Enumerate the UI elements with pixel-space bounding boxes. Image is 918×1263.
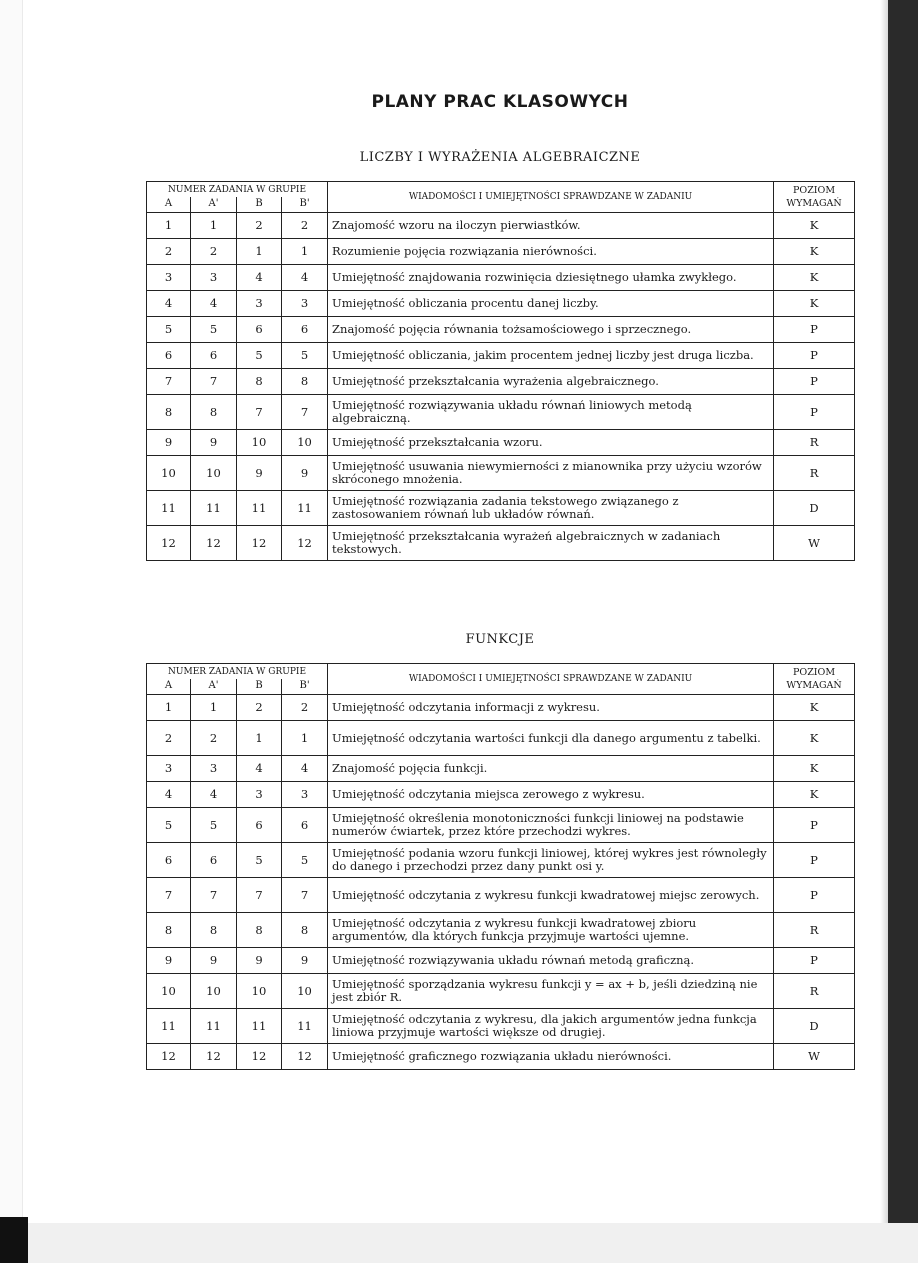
table-row <box>147 491 855 526</box>
cell-group-a: 1 <box>147 213 191 239</box>
plan-table-functions <box>146 663 855 1070</box>
cell-level: K <box>774 695 855 721</box>
cell-description: Umiejętność przekształcania wyrażenia algebraicznego. <box>328 369 774 395</box>
cell-group-b-prime: 12 <box>282 1044 328 1070</box>
cell-group-b-prime: 9 <box>282 948 328 974</box>
cell-group-b: 1 <box>237 721 282 756</box>
table-row <box>147 213 855 239</box>
cell-group-a-prime: 1 <box>191 695 237 721</box>
cell-level: W <box>774 1044 855 1070</box>
cell-group-a: 12 <box>147 1044 191 1070</box>
header-description: WIADOMOŚCI I UMIEJĘTNOŚCI SPRAWDZANE W ZADANIU <box>328 182 774 213</box>
cell-level: K <box>774 213 855 239</box>
cell-group-a: 9 <box>147 430 191 456</box>
cell-group-a: 3 <box>147 756 191 782</box>
cell-group-b: 5 <box>237 343 282 369</box>
table-row <box>147 239 855 265</box>
cell-level: K <box>774 756 855 782</box>
cell-group-b-prime: 6 <box>282 317 328 343</box>
cell-level: K <box>774 721 855 756</box>
cell-level: P <box>774 317 855 343</box>
cell-description: Znajomość pojęcia funkcji. <box>328 756 774 782</box>
header-group-label: NUMER ZADANIA W GRUPIE <box>147 182 328 198</box>
table-row <box>147 291 855 317</box>
header-level: POZIOM WYMAGAŃ <box>774 664 855 695</box>
cell-group-b: 6 <box>237 808 282 843</box>
table-row <box>147 1009 855 1044</box>
table-row <box>147 721 855 756</box>
cell-group-a-prime: 12 <box>191 1044 237 1070</box>
cell-level: R <box>774 456 855 491</box>
cell-group-a: 2 <box>147 721 191 756</box>
cell-group-a-prime: 9 <box>191 948 237 974</box>
cell-description: Znajomość wzoru na iloczyn pierwiastków. <box>328 213 774 239</box>
cell-group-b: 9 <box>237 456 282 491</box>
cell-level: P <box>774 878 855 913</box>
table-row <box>147 456 855 491</box>
cell-level: K <box>774 782 855 808</box>
table-body <box>147 695 855 1070</box>
cell-level: R <box>774 974 855 1009</box>
cell-group-a-prime: 5 <box>191 808 237 843</box>
header-group-a: A <box>147 197 191 213</box>
cell-group-a: 8 <box>147 913 191 948</box>
cell-group-b-prime: 2 <box>282 213 328 239</box>
cell-description: Umiejętność obliczania, jakim procentem jednej liczby jest druga liczba. <box>328 343 774 369</box>
cell-group-a-prime: 9 <box>191 430 237 456</box>
cell-group-a: 2 <box>147 239 191 265</box>
cell-level: D <box>774 1009 855 1044</box>
cell-description: Umiejętność odczytania wartości funkcji dla danego argumentu z tabelki. <box>328 721 774 756</box>
header-group-a-prime: A' <box>191 197 237 213</box>
cell-group-b: 4 <box>237 756 282 782</box>
header-group-b-prime: B' <box>282 679 328 695</box>
cell-group-a: 9 <box>147 948 191 974</box>
cell-group-a: 11 <box>147 1009 191 1044</box>
table-row <box>147 430 855 456</box>
cell-group-b: 2 <box>237 213 282 239</box>
cell-description: Umiejętność podania wzoru funkcji liniowej, której wykres jest równoległy do danego i przechodzi przez dany punkt osi y. <box>328 843 774 878</box>
cell-description: Umiejętność rozwiązania zadania tekstowego związanego z zastosowaniem równań lub układów równań. <box>328 491 774 526</box>
cell-group-b-prime: 10 <box>282 974 328 1009</box>
table-row <box>147 782 855 808</box>
header-level: POZIOM WYMAGAŃ <box>774 182 855 213</box>
cell-group-b-prime: 2 <box>282 695 328 721</box>
cell-group-a: 10 <box>147 456 191 491</box>
cell-group-a: 8 <box>147 395 191 430</box>
cell-group-a-prime: 8 <box>191 395 237 430</box>
cell-group-a-prime: 8 <box>191 913 237 948</box>
table-row <box>147 265 855 291</box>
cell-group-b: 8 <box>237 913 282 948</box>
cell-level: P <box>774 808 855 843</box>
cell-group-b-prime: 8 <box>282 913 328 948</box>
cell-group-a: 5 <box>147 808 191 843</box>
cell-description: Umiejętność odczytania miejsca zerowego z wykresu. <box>328 782 774 808</box>
cell-group-a: 7 <box>147 369 191 395</box>
cell-description: Umiejętność odczytania z wykresu funkcji kwadratowej miejsc zerowych. <box>328 878 774 913</box>
cell-description: Umiejętność rozwiązywania układu równań metodą graficzną. <box>328 948 774 974</box>
cell-group-b: 11 <box>237 491 282 526</box>
cell-group-a-prime: 7 <box>191 369 237 395</box>
cell-level: P <box>774 395 855 430</box>
cell-group-a: 11 <box>147 491 191 526</box>
cell-group-b: 10 <box>237 974 282 1009</box>
cell-group-a: 5 <box>147 317 191 343</box>
cell-description: Umiejętność określenia monotoniczności funkcji liniowej na podstawie numerów ćwiartek, przez które przechodzi wykres. <box>328 808 774 843</box>
section-title-functions: FUNKCJE <box>465 632 535 647</box>
cell-group-b: 3 <box>237 291 282 317</box>
cell-group-b-prime: 4 <box>282 265 328 291</box>
table-row <box>147 1044 855 1070</box>
cell-group-a-prime: 7 <box>191 878 237 913</box>
cell-group-b-prime: 7 <box>282 395 328 430</box>
cell-group-a: 10 <box>147 974 191 1009</box>
cell-group-a-prime: 3 <box>191 756 237 782</box>
cell-description: Umiejętność sporządzania wykresu funkcji y = ax + b, jeśli dziedziną nie jest zbiór R. <box>328 974 774 1009</box>
cell-group-b-prime: 11 <box>282 1009 328 1044</box>
cell-group-a-prime: 6 <box>191 343 237 369</box>
cell-level: P <box>774 369 855 395</box>
cell-group-b: 12 <box>237 1044 282 1070</box>
header-group-b: B <box>237 679 282 695</box>
cell-level: P <box>774 343 855 369</box>
cell-group-b: 3 <box>237 782 282 808</box>
cell-group-a-prime: 4 <box>191 291 237 317</box>
cell-level: P <box>774 843 855 878</box>
cell-group-b-prime: 3 <box>282 782 328 808</box>
cell-level: D <box>774 491 855 526</box>
cell-group-b-prime: 5 <box>282 843 328 878</box>
cell-description: Rozumienie pojęcia rozwiązania nierówności. <box>328 239 774 265</box>
cell-group-b-prime: 12 <box>282 526 328 561</box>
cell-description: Umiejętność przekształcania wzoru. <box>328 430 774 456</box>
cell-group-a-prime: 6 <box>191 843 237 878</box>
table-row <box>147 695 855 721</box>
cell-group-b: 2 <box>237 695 282 721</box>
table-row <box>147 526 855 561</box>
cell-group-a: 12 <box>147 526 191 561</box>
table-row <box>147 808 855 843</box>
cell-description: Umiejętność odczytania informacji z wykresu. <box>328 695 774 721</box>
cell-group-b: 7 <box>237 878 282 913</box>
cell-description: Umiejętność rozwiązywania układu równań liniowych metodą algebraiczną. <box>328 395 774 430</box>
cell-group-a: 4 <box>147 291 191 317</box>
table-row <box>147 878 855 913</box>
cell-group-a-prime: 5 <box>191 317 237 343</box>
cell-group-b: 12 <box>237 526 282 561</box>
cell-description: Umiejętność przekształcania wyrażeń algebraicznych w zadaniach tekstowych. <box>328 526 774 561</box>
table-row <box>147 395 855 430</box>
cell-group-a-prime: 11 <box>191 491 237 526</box>
cell-group-b: 1 <box>237 239 282 265</box>
table-body <box>147 213 855 561</box>
cell-group-b: 8 <box>237 369 282 395</box>
table-row <box>147 913 855 948</box>
cell-group-b: 4 <box>237 265 282 291</box>
cell-group-b-prime: 5 <box>282 343 328 369</box>
cell-group-b-prime: 7 <box>282 878 328 913</box>
page-title: PLANY PRAC KLASOWYCH <box>371 92 629 112</box>
cell-group-a: 3 <box>147 265 191 291</box>
table-row <box>147 974 855 1009</box>
table-row <box>147 948 855 974</box>
cell-description: Umiejętność znajdowania rozwinięcia dziesiętnego ułamka zwykłego. <box>328 265 774 291</box>
cell-group-a-prime: 2 <box>191 721 237 756</box>
cell-level: W <box>774 526 855 561</box>
header-group-a-prime: A' <box>191 679 237 695</box>
cell-group-b-prime: 1 <box>282 721 328 756</box>
cell-group-b-prime: 4 <box>282 756 328 782</box>
scan-bottom-edge <box>0 1223 918 1263</box>
header-group-b-prime: B' <box>282 197 328 213</box>
cell-group-a-prime: 1 <box>191 213 237 239</box>
cell-group-b-prime: 1 <box>282 239 328 265</box>
cell-description: Umiejętność usuwania niewymierności z mianownika przy użyciu wzorów skróconego mnożenia. <box>328 456 774 491</box>
cell-group-a-prime: 11 <box>191 1009 237 1044</box>
cell-level: K <box>774 239 855 265</box>
cell-group-b-prime: 6 <box>282 808 328 843</box>
cell-group-b: 7 <box>237 395 282 430</box>
cell-description: Umiejętność graficznego rozwiązania układu nierówności. <box>328 1044 774 1070</box>
table-row <box>147 343 855 369</box>
cell-description: Umiejętność obliczania procentu danej liczby. <box>328 291 774 317</box>
cell-group-b-prime: 3 <box>282 291 328 317</box>
cell-description: Umiejętność odczytania z wykresu funkcji kwadratowej zbioru argumentów, dla których funkcja przyjmuje wartości ujemne. <box>328 913 774 948</box>
cell-group-a-prime: 2 <box>191 239 237 265</box>
cell-group-b-prime: 9 <box>282 456 328 491</box>
cell-group-a: 1 <box>147 695 191 721</box>
cell-group-b-prime: 10 <box>282 430 328 456</box>
cell-group-b-prime: 8 <box>282 369 328 395</box>
cell-group-b: 10 <box>237 430 282 456</box>
cell-description: Umiejętność odczytania z wykresu, dla jakich argumentów jedna funkcja liniowa przyjmuje wartości większe od drugiej. <box>328 1009 774 1044</box>
cell-description: Znajomość pojęcia równania tożsamościowego i sprzecznego. <box>328 317 774 343</box>
header-group-label: NUMER ZADANIA W GRUPIE <box>147 664 328 680</box>
cell-group-a-prime: 12 <box>191 526 237 561</box>
cell-group-b: 11 <box>237 1009 282 1044</box>
header-description: WIADOMOŚCI I UMIEJĘTNOŚCI SPRAWDZANE W ZADANIU <box>328 664 774 695</box>
header-group-b: B <box>237 197 282 213</box>
header-group-a: A <box>147 679 191 695</box>
cell-group-b: 5 <box>237 843 282 878</box>
table-row <box>147 369 855 395</box>
cell-group-a-prime: 4 <box>191 782 237 808</box>
cell-group-b: 6 <box>237 317 282 343</box>
cell-level: R <box>774 913 855 948</box>
cell-level: R <box>774 430 855 456</box>
table-row <box>147 843 855 878</box>
scan-corner <box>0 1217 28 1263</box>
cell-group-a: 6 <box>147 843 191 878</box>
table-row <box>147 317 855 343</box>
cell-level: K <box>774 291 855 317</box>
cell-group-b: 9 <box>237 948 282 974</box>
section-title-algebra: LICZBY I WYRAŻENIA ALGEBRAICZNE <box>359 150 641 165</box>
cell-group-a: 4 <box>147 782 191 808</box>
cell-group-a-prime: 3 <box>191 265 237 291</box>
cell-group-b-prime: 11 <box>282 491 328 526</box>
cell-group-a: 6 <box>147 343 191 369</box>
table-row <box>147 756 855 782</box>
cell-level: K <box>774 265 855 291</box>
cell-group-a: 7 <box>147 878 191 913</box>
plan-table-algebra <box>146 181 855 561</box>
cell-group-a-prime: 10 <box>191 456 237 491</box>
cell-group-a-prime: 10 <box>191 974 237 1009</box>
cell-level: P <box>774 948 855 974</box>
